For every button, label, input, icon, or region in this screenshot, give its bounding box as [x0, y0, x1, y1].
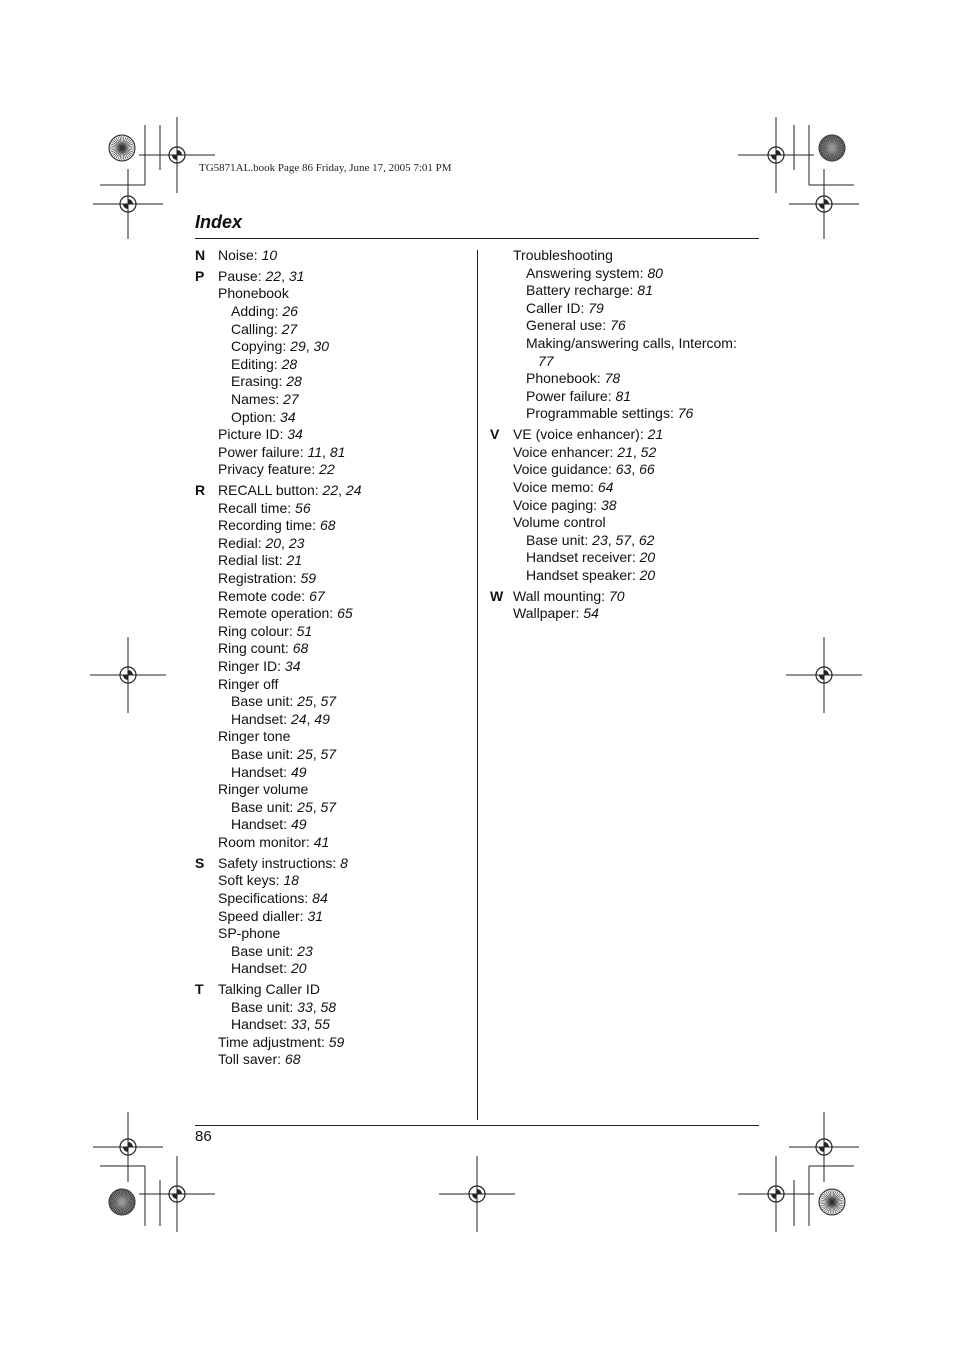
- page-reference: 23: [288, 534, 305, 551]
- index-entry: [195, 552, 470, 570]
- index-term: Making/answering calls, Intercom:: [526, 334, 737, 351]
- index-term: Base unit:: [526, 531, 593, 548]
- page-separator: ,: [338, 482, 346, 499]
- index-letter-group: [195, 247, 470, 265]
- index-entry: [195, 658, 470, 676]
- index-entry: [195, 711, 470, 729]
- index-term: Handset speaker:: [526, 566, 640, 583]
- index-term: Programmable settings:: [526, 405, 678, 422]
- index-term: Room monitor:: [218, 833, 314, 850]
- index-entry: [195, 816, 470, 834]
- index-term: Ring count:: [218, 640, 293, 657]
- index-entry: [195, 268, 470, 286]
- page-reference: 18: [283, 872, 299, 889]
- page-reference: 23: [592, 531, 608, 548]
- index-term: Handset:: [231, 1016, 291, 1033]
- page-reference: 38: [600, 496, 617, 513]
- page-reference: 34: [287, 426, 303, 443]
- index-entry: [195, 872, 470, 890]
- index-entry: [490, 567, 760, 585]
- index-letter-heading: W: [490, 587, 504, 604]
- crosshair-center: [172, 1189, 182, 1199]
- index-letter-group: [195, 482, 470, 851]
- index-entry: [195, 285, 470, 303]
- index-term: Remote code:: [218, 587, 310, 604]
- index-entry: [490, 444, 760, 462]
- footer-rule: [195, 1125, 759, 1126]
- index-entry: [490, 370, 760, 388]
- page-reference: 31: [307, 907, 324, 924]
- index-entry: [490, 497, 760, 515]
- index-entry: [195, 890, 470, 908]
- index-entry: [195, 321, 470, 339]
- index-entry: [490, 405, 760, 423]
- page-reference: 8: [340, 854, 348, 871]
- page-reference: 78: [604, 370, 621, 387]
- index-letter-group: [490, 426, 760, 584]
- page-reference: 33: [297, 998, 313, 1015]
- section-title: Index: [195, 212, 243, 232]
- crosshair-center: [819, 199, 829, 209]
- index-entry: [195, 426, 470, 444]
- index-entry: [195, 570, 470, 588]
- index-entry: [490, 605, 760, 623]
- index-entry: [195, 676, 470, 694]
- page-reference: 76: [677, 405, 694, 422]
- index-entry: [195, 925, 470, 943]
- index-term: Specifications:: [218, 889, 313, 906]
- page-reference: 57: [320, 798, 337, 815]
- index-letter-group: [195, 268, 470, 479]
- page-reference: 24: [290, 710, 307, 727]
- index-term: Pause:: [218, 267, 266, 284]
- page-separator: ,: [306, 710, 315, 727]
- page-reference: 65: [337, 605, 353, 622]
- index-term: Noise:: [218, 247, 262, 263]
- index-entry: [490, 353, 760, 371]
- index-term: Phonebook:: [526, 370, 605, 387]
- index-entry: [195, 999, 470, 1017]
- index-entry: [195, 1034, 470, 1052]
- index-entry: [195, 943, 470, 961]
- index-entry: [195, 373, 470, 391]
- index-term: Handset receiver:: [526, 549, 640, 566]
- page-reference: 20: [639, 566, 656, 583]
- page-reference: 21: [647, 426, 664, 443]
- index-term: Toll saver:: [218, 1051, 285, 1068]
- page-reference: 57: [615, 531, 632, 548]
- index-term: Redial:: [218, 534, 266, 551]
- index-term: Base unit:: [231, 693, 298, 710]
- index-entry: [195, 855, 470, 873]
- index-letter-group: [490, 247, 760, 423]
- index-term: Adding:: [231, 302, 283, 319]
- page-reference: 68: [319, 517, 336, 534]
- index-letter-heading: N: [195, 247, 206, 263]
- index-entry: [195, 1016, 470, 1034]
- index-term: Names:: [231, 390, 284, 407]
- page-separator: ,: [632, 443, 641, 460]
- index-entry: [195, 391, 470, 409]
- index-term: Safety instructions:: [218, 854, 341, 871]
- index-entry: [195, 461, 470, 479]
- index-entry: [195, 605, 470, 623]
- page-reference: 10: [261, 247, 278, 263]
- page-reference: 54: [583, 605, 599, 622]
- index-term: Handset:: [231, 960, 291, 977]
- index-entry: [195, 247, 470, 265]
- index-entry: [195, 960, 470, 978]
- index-term: Registration:: [218, 570, 301, 587]
- index-term: Power failure:: [218, 443, 308, 460]
- page-reference: 84: [312, 889, 328, 906]
- page-reference: 27: [283, 390, 299, 407]
- page-separator: ,: [631, 531, 639, 548]
- crosshair-center: [123, 670, 133, 680]
- page-reference: 34: [280, 408, 296, 425]
- index-entry: [195, 303, 470, 321]
- page-reference: 11: [307, 443, 323, 460]
- page-reference: 68: [292, 640, 309, 657]
- page-reference: 81: [637, 282, 653, 299]
- index-letter-group: [195, 855, 470, 978]
- index-letter-heading: T: [195, 981, 204, 998]
- page-separator: ,: [312, 798, 321, 815]
- index-entry: [195, 444, 470, 462]
- page-reference: 55: [314, 1016, 330, 1033]
- index-term: Calling:: [231, 320, 282, 337]
- page-separator: ,: [312, 693, 321, 710]
- page-reference: 22: [322, 482, 339, 499]
- index-term: Time adjustment:: [218, 1033, 329, 1050]
- page-reference: 28: [281, 355, 298, 372]
- page-reference: 29: [290, 338, 306, 355]
- page-reference: 64: [597, 478, 614, 495]
- page-reference: 20: [639, 549, 656, 566]
- page-separator: ,: [306, 1016, 315, 1033]
- index-term: Base unit:: [231, 998, 298, 1015]
- page-reference: 25: [297, 693, 313, 710]
- page-separator: ,: [631, 461, 640, 478]
- page-separator: ,: [305, 338, 314, 355]
- index-term: Option:: [231, 408, 281, 425]
- page-reference: 34: [284, 658, 301, 675]
- index-term: Ringer ID:: [218, 658, 285, 675]
- crosshair-center: [172, 150, 182, 160]
- page-separator: ,: [607, 531, 616, 548]
- page-reference: 62: [638, 531, 655, 548]
- index-entry: [490, 479, 760, 497]
- page-reference: 57: [320, 746, 337, 762]
- index-term: Voice guidance:: [513, 461, 616, 478]
- index-entry: [490, 514, 760, 532]
- index-term: Troubleshooting: [513, 247, 613, 263]
- index-column-right: [490, 247, 760, 626]
- page-separator: ,: [312, 998, 321, 1015]
- index-entry: [490, 317, 760, 335]
- index-entry: [195, 356, 470, 374]
- index-term: Ringer off: [218, 675, 279, 692]
- index-term: Wall mounting:: [513, 587, 609, 604]
- title-rule: [195, 238, 759, 239]
- crosshair-center: [123, 1142, 133, 1152]
- crosshair-center: [819, 670, 829, 680]
- index-term: General use:: [526, 317, 611, 334]
- index-term: RECALL button:: [218, 482, 323, 499]
- index-term: Phonebook: [218, 285, 289, 302]
- index-entry: [490, 588, 760, 606]
- index-term: VE (voice enhancer):: [513, 426, 648, 443]
- index-term: Recall time:: [218, 499, 296, 516]
- index-entry: [195, 588, 470, 606]
- index-entry: [195, 981, 470, 999]
- index-entry: [195, 781, 470, 799]
- page-reference: 81: [615, 387, 632, 404]
- page-reference: 27: [281, 320, 298, 337]
- index-term: SP-phone: [218, 925, 281, 942]
- index-term: Base unit:: [231, 746, 298, 762]
- index-term: Wallpaper:: [513, 605, 584, 622]
- index-term: Voice memo:: [513, 478, 598, 495]
- index-entry: [195, 1051, 470, 1069]
- index-entry: [195, 409, 470, 427]
- page-reference: 49: [314, 710, 330, 727]
- index-letter-heading: S: [195, 854, 205, 871]
- page-reference: 66: [639, 461, 655, 478]
- index-term: Ringer tone: [218, 728, 291, 745]
- index-term: Ring colour:: [218, 622, 297, 639]
- page-reference: 31: [288, 267, 305, 284]
- page-reference: 63: [615, 461, 632, 478]
- index-letter-group: [195, 981, 470, 1069]
- index-letter-heading: R: [195, 482, 206, 499]
- index-entry: [195, 834, 470, 852]
- index-term: Redial list:: [218, 552, 287, 569]
- index-term: Battery recharge:: [526, 282, 638, 299]
- page-number: 86: [195, 1128, 212, 1145]
- page-reference: 80: [647, 264, 663, 281]
- index-entry: [490, 426, 760, 444]
- index-term: Picture ID:: [218, 426, 288, 443]
- page-reference: 58: [320, 998, 337, 1015]
- index-entry: [490, 335, 760, 353]
- page-reference: 51: [296, 622, 313, 639]
- page-reference: 22: [319, 461, 335, 478]
- crosshair-center: [819, 1142, 829, 1152]
- index-entry: [195, 500, 470, 518]
- page-reference: 57: [320, 693, 337, 710]
- index-letter-heading: V: [490, 426, 500, 443]
- column-divider: [477, 250, 478, 1120]
- index-term: Handset:: [231, 710, 291, 727]
- index-term: Voice paging:: [513, 496, 601, 513]
- index-entry: [195, 517, 470, 535]
- page-reference: 76: [610, 317, 626, 334]
- crosshair-center: [771, 1189, 781, 1199]
- page-reference: 22: [265, 267, 282, 284]
- index-term: Voice enhancer:: [513, 443, 618, 460]
- page-reference: 33: [290, 1016, 307, 1033]
- page-reference: 67: [309, 587, 325, 604]
- index-entry: [490, 532, 760, 550]
- page-reference: 26: [282, 302, 298, 319]
- page-reference: 59: [328, 1033, 345, 1050]
- index-entry: [195, 640, 470, 658]
- page-reference: 21: [617, 443, 633, 460]
- page-separator: ,: [281, 534, 289, 551]
- index-term: Base unit:: [231, 942, 298, 959]
- index-term: Copying:: [231, 338, 291, 355]
- page-reference: 41: [313, 833, 330, 850]
- page-reference: 20: [290, 960, 307, 977]
- index-term: Erasing:: [231, 373, 287, 390]
- crosshair-center: [472, 1189, 482, 1199]
- index-term: Recording time:: [218, 517, 320, 534]
- page-reference: 56: [295, 499, 311, 516]
- index-entry: [195, 764, 470, 782]
- index-term: Answering system:: [526, 264, 648, 281]
- page-reference: 79: [588, 299, 604, 316]
- index-term: Caller ID:: [526, 299, 589, 316]
- page-reference: 77: [538, 352, 554, 369]
- index-entry: [490, 549, 760, 567]
- index-term: Editing:: [231, 355, 282, 372]
- page-reference: 24: [345, 482, 362, 499]
- page-reference: 30: [313, 338, 330, 355]
- page-reference: 52: [640, 443, 657, 460]
- index-entry: [195, 728, 470, 746]
- crosshair-center: [771, 150, 781, 160]
- index-term: Remote operation:: [218, 605, 338, 622]
- page-reference: 25: [297, 746, 313, 762]
- page-reference: 70: [608, 587, 625, 604]
- index-entry: [195, 799, 470, 817]
- page-reference: 25: [297, 798, 313, 815]
- index-entry: [490, 300, 760, 318]
- print-job-header: TG5871AL.book Page 86 Friday, June 17, 2005 7:01 PM: [199, 162, 452, 174]
- page-reference: 49: [290, 816, 307, 833]
- crosshair-center: [123, 199, 133, 209]
- page-reference: 23: [297, 942, 313, 959]
- index-entry: [490, 265, 760, 283]
- index-term: Handset:: [231, 763, 291, 780]
- page-reference: 68: [284, 1051, 301, 1068]
- index-term: Talking Caller ID: [218, 981, 320, 998]
- page-reference: 59: [300, 570, 317, 587]
- index-term: Handset:: [231, 816, 291, 833]
- index-entry: [195, 482, 470, 500]
- index-entry: [490, 247, 760, 265]
- page-separator: ,: [281, 267, 289, 284]
- index-letter-heading: P: [195, 267, 205, 284]
- index-term: Speed dialler:: [218, 907, 308, 924]
- index-entry: [195, 746, 470, 764]
- index-term: Power failure:: [526, 387, 616, 404]
- index-term: Volume control: [513, 514, 606, 531]
- index-term: Soft keys:: [218, 872, 284, 889]
- page-reference: 28: [286, 373, 302, 390]
- page-separator: ,: [322, 443, 330, 460]
- index-entry: [195, 693, 470, 711]
- index-entry: [490, 461, 760, 479]
- index-entry: [195, 535, 470, 553]
- page-reference: 20: [265, 534, 282, 551]
- page-reference: 21: [286, 552, 303, 569]
- page-separator: ,: [312, 746, 321, 762]
- index-entry: [195, 623, 470, 641]
- page-reference: 81: [329, 443, 346, 460]
- index-term: Base unit:: [231, 798, 298, 815]
- index-entry: [490, 282, 760, 300]
- index-column-left: [195, 247, 470, 1072]
- page-reference: 49: [290, 763, 307, 780]
- index-term: Ringer volume: [218, 781, 309, 798]
- index-entry: [195, 908, 470, 926]
- index-term: Privacy feature:: [218, 461, 320, 478]
- index-entry: [195, 338, 470, 356]
- index-entry: [490, 388, 760, 406]
- index-letter-group: [490, 588, 760, 623]
